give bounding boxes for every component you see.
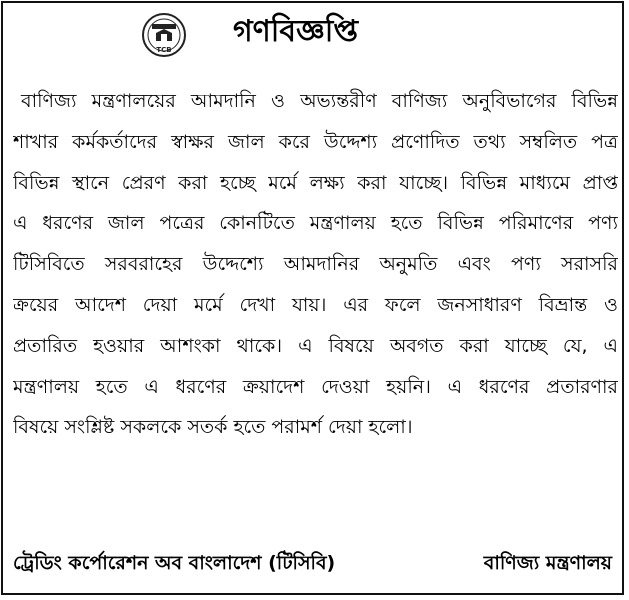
public-notice: [1, 1, 624, 595]
body-line: মন্ত্রণালয় হতে এ ধরণের ক্রয়াদেশ দেওয়া হয়নি। এ ধরণের প্রতারণার: [13, 375, 618, 398]
body-line: বাণিজ্য মন্ত্রণালয়ের আমদানি ও অভ্যন্তরীণ বাণিজ্য অনুবিভাগের বিভিন্ন: [21, 90, 618, 112]
body-line: শাখার কর্মকর্তাদের স্বাক্ষর জাল করে উদ্দেশ্য প্রণোদিত তথ্য সম্বলিত পত্র: [13, 130, 618, 153]
logo-text: TCB: [156, 46, 172, 54]
body-line: বিভিন্ন স্থানে প্রেরণ করা হচ্ছে মর্মে লক্ষ্য করা যাচ্ছে। বিভিন্ন মাধ্যমে প্রাপ্ত: [13, 171, 618, 194]
ministry-name: বাণিজ্য মন্ত্রণালয়: [483, 552, 612, 574]
notice-body: [13, 81, 618, 448]
issuer-name: ট্রেডিং কর্পোরেশন অব বাংলাদেশ (টিসিবি): [13, 552, 336, 574]
body-line: ক্রয়ের আদেশ দেয়া মর্মে দেখা যায়। এর ফলে জনসাধারণ বিভ্রান্ত ও: [13, 293, 618, 316]
body-line: বিষয়ে সংশ্লিষ্ট সকলকে সতর্ক হতে পরামর্শ দেয়া হলো।: [13, 416, 413, 439]
notice-title: গণবিজ্ঞপ্তি: [233, 14, 359, 49]
notice-footer: [13, 543, 618, 583]
tcb-logo-icon: [141, 11, 187, 61]
body-line: এ ধরণের জাল পত্রের কোনটিতে মন্ত্রণালয় হতে বিভিন্ন পরিমাণের পণ্য: [13, 212, 618, 235]
body-line: প্রতারিত হওয়ার আশংকা থাকে। এ বিষয়ে অবগত করা যাচ্ছে যে, এ: [13, 334, 618, 357]
body-line: টিসিবিতে সরবরাহের উদ্দেশ্যে আমদানির অনুমতি এবং পণ্য সরাসরি: [13, 253, 618, 276]
